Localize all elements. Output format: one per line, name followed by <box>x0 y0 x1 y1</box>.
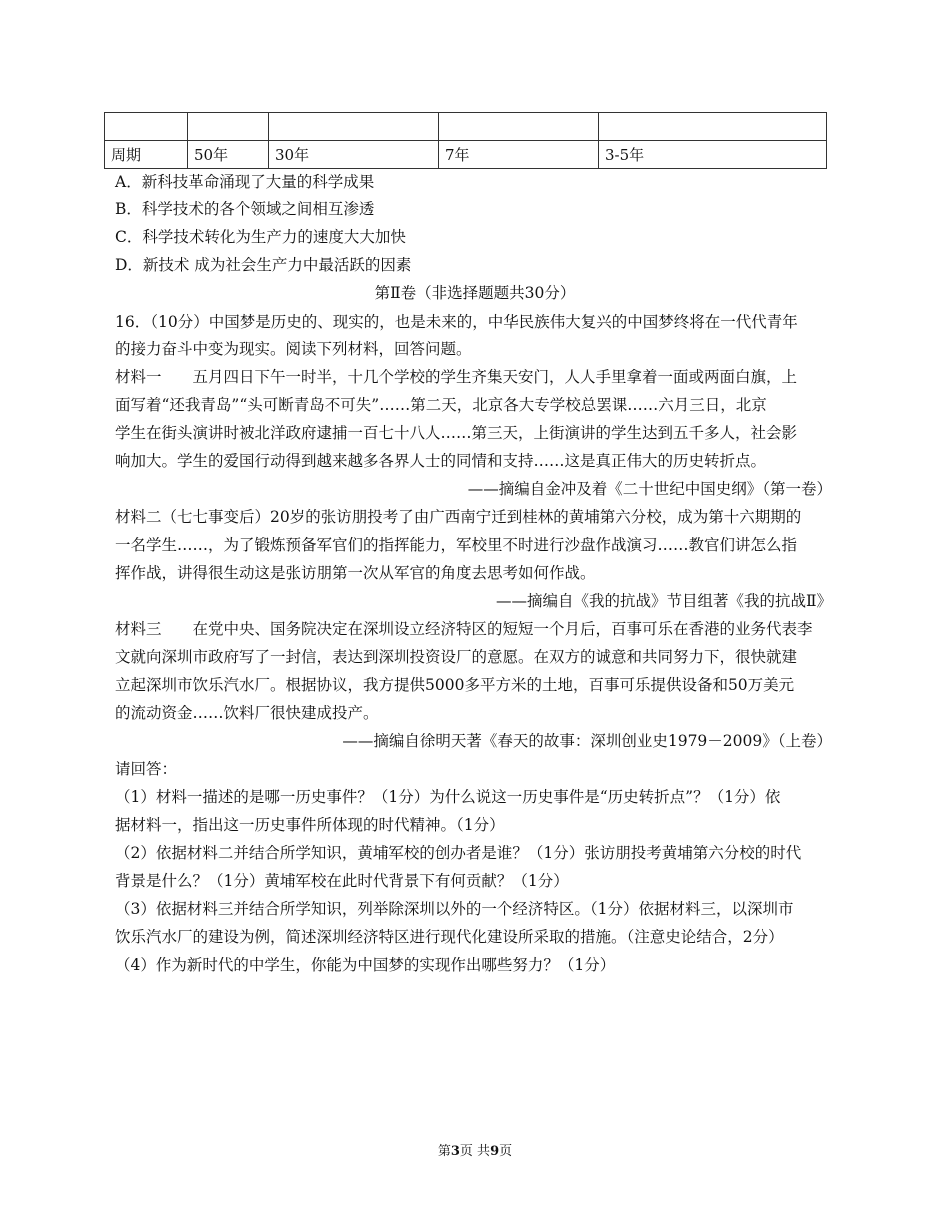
table-cell <box>188 113 269 141</box>
table-cell <box>269 113 439 141</box>
sub-question-2-line: （2）依据材料二并结合所学知识，黄埔军校的创办者是谁？（1分）张访朋投考黄埔第六分校的时代 <box>115 844 802 862</box>
material-2-source: ——摘编自《我的抗战》节目组著《我的抗战Ⅱ》 <box>495 592 832 610</box>
material-2-line: 材料二（七七事变后）20岁的张访朋投考了由广西南宁迁到桂林的黄埔第六分校，成为第十六期期的 <box>115 508 802 526</box>
option-a: A．新科技革命涌现了大量的科学成果 <box>115 173 375 191</box>
table-cell <box>105 113 188 141</box>
table-cell: 30年 <box>269 141 439 169</box>
option-c: C．科学技术转化为生产力的速度大大加快 <box>115 228 406 246</box>
table-cell: 7年 <box>439 141 599 169</box>
material-1-line: 面写着“还我青岛”“头可断青岛不可失”……第二天，北京各大专学校总罢课……六月三日，北京 <box>115 396 767 414</box>
material-1-line: 材料一 五月四日下午一时半，十几个学校的学生齐集天安门，人人手里拿着一面或两面白旗，上 <box>115 368 798 386</box>
page-footer <box>0 1140 950 1159</box>
material-3-line: 立起深圳市饮乐汽水厂。根据协议，我方提供5000多平方米的土地，百事可乐提供设备和50万美元 <box>115 676 795 694</box>
total-page-number: 9 <box>490 1144 500 1159</box>
current-page-number: 3 <box>450 1144 460 1159</box>
material-3-line: 材料三 在党中央、国务院决定在深圳设立经济特区的短短一个月后，百事可乐在香港的业务代表李 <box>115 620 813 638</box>
option-d: D．新技术 成为社会生产力中最活跃的因素 <box>115 256 412 274</box>
material-1-line: 响加大。学生的爱国行动得到越来越多各界人士的同情和支持……这是真正伟大的历史转折点。 <box>115 452 767 470</box>
footer-prefix: 第 <box>437 1144 451 1159</box>
table-cell: 周期 <box>105 141 188 169</box>
section-title: 第Ⅱ卷（非选择题题共30分） <box>374 284 576 302</box>
table-cell: 50年 <box>188 141 269 169</box>
table-row <box>105 113 827 141</box>
ask-heading: 请回答： <box>115 760 178 778</box>
table-cell: 3-5年 <box>599 141 827 169</box>
sub-question-4-line: （4）作为新时代的中学生，你能为中国梦的实现作出哪些努力？（1分） <box>115 956 616 974</box>
question-16-line: 的接力奋斗中变为现实。阅读下列材料，回答问题。 <box>115 340 472 358</box>
material-1-source: ——摘编自金冲及着《二十世纪中国史纲》（第一卷） <box>467 480 832 498</box>
material-2-line: 挥作战，讲得很生动这是张访朋第一次从军官的角度去思考如何作战。 <box>115 564 596 582</box>
sub-question-1-line: 据材料一，指出这一历史事件所体现的时代精神。（1分） <box>115 816 505 834</box>
sub-question-1-line: （1）材料一描述的是哪一历史事件？（1分）为什么说这一历史事件是“历史转折点”？（1分）依 <box>115 788 781 806</box>
material-3-line: 的流动资金……饮料厂很快建成投产。 <box>115 704 379 722</box>
material-3-line: 文就向深圳市政府写了一封信，表达到深圳投资设厂的意愿。在双方的诚意和共同努力下，很快就建 <box>115 648 798 666</box>
material-1-line: 学生在街头演讲时被北洋政府逮捕一百七十八人……第三天，上街演讲的学生达到五千多人，社会影 <box>115 424 798 442</box>
material-3-source: ——摘编自徐明天著《春天的故事：深圳创业史1979－2009》（上卷） <box>342 732 832 750</box>
question-16-line: 16．（10分）中国梦是历史的、现实的，也是未来的，中华民族伟大复兴的中国梦终将在一代代青年 <box>115 313 798 331</box>
table-cell <box>599 113 827 141</box>
sub-question-3-line: 饮乐汽水厂的建设为例，简述深圳经济特区进行现代化建设所采取的措施。（注意史论结合，2分） <box>115 928 784 946</box>
footer-suffix: 页 <box>499 1144 513 1159</box>
table-row <box>105 141 827 169</box>
table-cell <box>439 113 599 141</box>
sub-question-2-line: 背景是什么？（1分）黄埔军校在此时代背景下有何贡献？（1分） <box>115 872 569 890</box>
material-2-line: 一名学生……，为了锻炼预备军官们的指挥能力，军校里不时进行沙盘作战演习……教官们讲怎么指 <box>115 536 798 554</box>
footer-middle: 页 共 <box>459 1144 491 1159</box>
option-b: B．科学技术的各个领域之间相互渗透 <box>115 200 375 218</box>
sub-question-3-line: （3）依据材料三并结合所学知识，列举除深圳以外的一个经济特区。（1分）依据材料三，以深圳市 <box>115 900 794 918</box>
cycle-table <box>104 112 827 169</box>
